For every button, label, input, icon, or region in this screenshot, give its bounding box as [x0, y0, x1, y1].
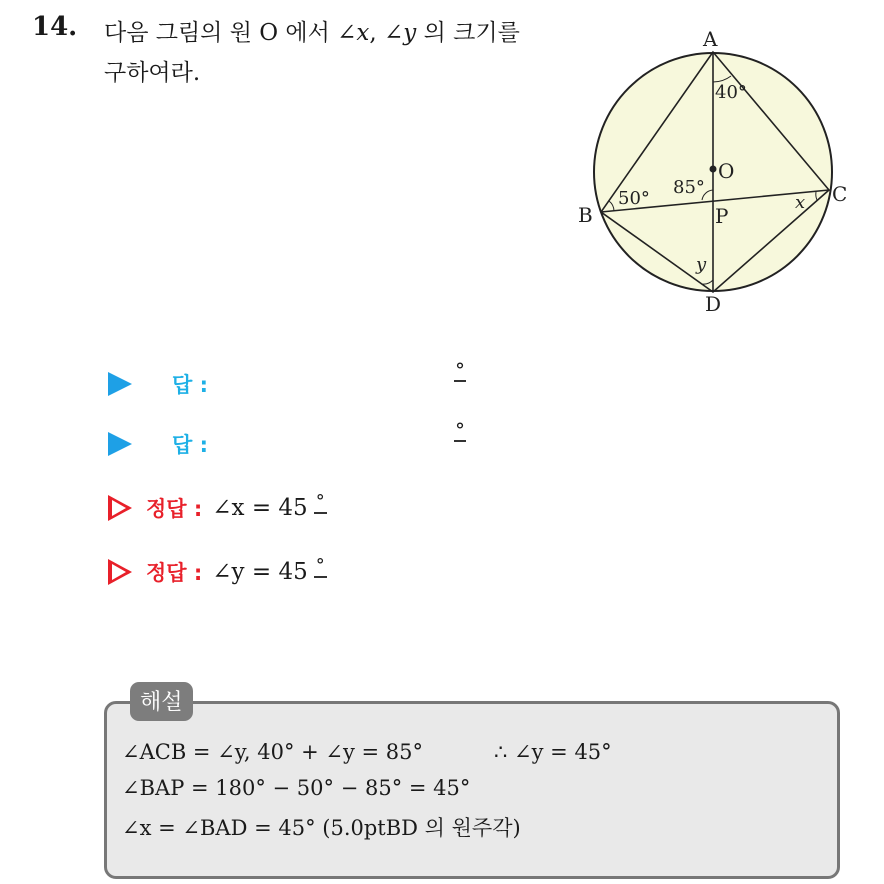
correct-row-2: [108, 552, 327, 592]
angle-label-50: 50°: [618, 188, 650, 209]
answer-blank-2[interactable]: °: [455, 418, 465, 442]
angle-label-y: y: [696, 254, 707, 275]
outline-triangle-icon: [108, 495, 132, 521]
solution-label: 해설: [130, 682, 193, 721]
correct-value-2: ∠y = 45: [212, 559, 308, 585]
label-b: B: [578, 203, 593, 227]
label-d: D: [705, 292, 722, 314]
center-dot: [710, 166, 717, 173]
solution-line-3: ∠x = ∠BAD = 45° (5.0ptBD 의 원주각): [122, 816, 521, 840]
question-number: 14.: [32, 12, 78, 42]
answer-row-2: [108, 418, 465, 464]
question-text-a: 다음 그림의 원 O 에서: [104, 20, 338, 46]
question-angle-x: ∠x: [337, 20, 370, 46]
angle-label-85: 85°: [673, 177, 705, 198]
label-o: O: [718, 159, 735, 183]
solution-line-2: ∠BAP = 180° − 50° − 85° = 45°: [122, 776, 471, 800]
answer-row-1: [108, 358, 465, 404]
correct-label-2: 정답 :: [146, 561, 203, 585]
answer-label-1: 답 :: [172, 373, 208, 397]
outline-triangle-icon: [108, 559, 132, 585]
angle-label-x: x: [795, 192, 806, 213]
play-icon: [108, 372, 132, 396]
question-angle-y: ∠y: [384, 20, 417, 46]
angle-label-40: 40°: [715, 82, 747, 103]
correct-value-1: ∠x = 45: [212, 495, 308, 521]
answer-label-2: 답 :: [172, 433, 208, 457]
answer-blank-1[interactable]: °: [455, 358, 465, 382]
solution-line-1: ∠ACB = ∠y, 40° + ∠y = 85°: [122, 740, 424, 764]
question-line-2: 구하여라.: [104, 60, 201, 86]
circle-figure: [570, 24, 860, 314]
correct-label-1: 정답 :: [146, 497, 203, 521]
play-icon: [108, 432, 132, 456]
solution-therefore: ∴ ∠y = 45°: [494, 740, 612, 764]
question-text-b: 의 크기를: [416, 20, 520, 46]
question-line-1: [104, 14, 520, 47]
correct-unit-1: °: [315, 490, 325, 512]
question-sep: ,: [369, 20, 385, 46]
label-p: P: [715, 204, 729, 228]
label-c: C: [832, 182, 848, 206]
correct-unit-2: °: [315, 554, 325, 576]
correct-row-1: [108, 488, 327, 528]
label-a: A: [703, 27, 718, 51]
